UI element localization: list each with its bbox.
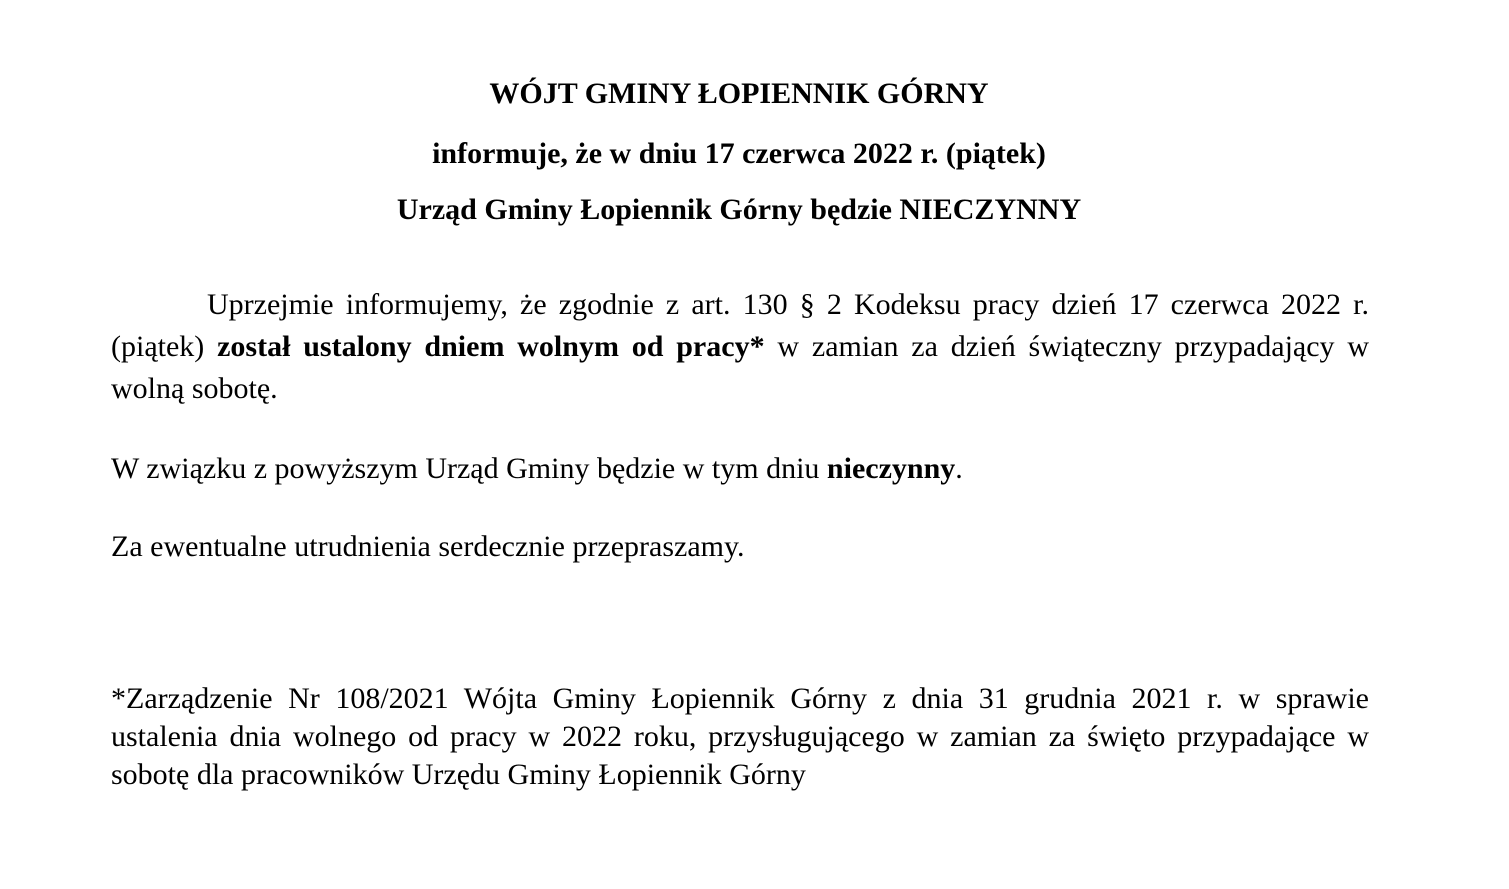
paragraph-info-text-2: w zamian za dzień świąteczny przypadający w wolną sobotę. (111, 330, 1370, 405)
paragraph-info (111, 284, 1369, 410)
paragraph-closure-text-2: . (955, 452, 963, 485)
paragraph-closure-text-1: W związku z powyższym Urząd Gminy będzie w tym dniu (111, 452, 827, 485)
announcement-title: WÓJT GMINY ŁOPIENNIK GÓRNY (489, 77, 989, 110)
announcement-subtitle-date: informuje, że w dniu 17 czerwca 2022 r. (piątek) (432, 137, 1046, 170)
announcement-subtitle-closure: Urząd Gminy Łopiennik Górny będzie NIECZYNNY (396, 193, 1082, 226)
paragraph-closure-bold: nieczynny (826, 452, 956, 485)
paragraph-info-bold: został ustalony dniem wolnym od pracy* (217, 330, 765, 363)
footnote: *Zarządzenie Nr 108/2021 Wójta Gminy Łopiennik Górny z dnia 31 grudnia 2021 r. w sprawie ustalenia dnia wolnego od pracy w 2022 roku, przysługującego w zamian za święto przypadające w sobotę dla pracowników Urzędu Gminy Łopiennik Górny (111, 682, 1369, 791)
paragraph-info-text-1: Uprzejmie informujemy, że zgodnie z art. 130 § 2 Kodeksu pracy dzień 17 czerwca 2022 r. (piątek) (111, 288, 1369, 363)
paragraph-apology: Za ewentualne utrudnienia serdecznie przepraszamy. (111, 530, 745, 563)
paragraph-closure (111, 448, 1369, 490)
